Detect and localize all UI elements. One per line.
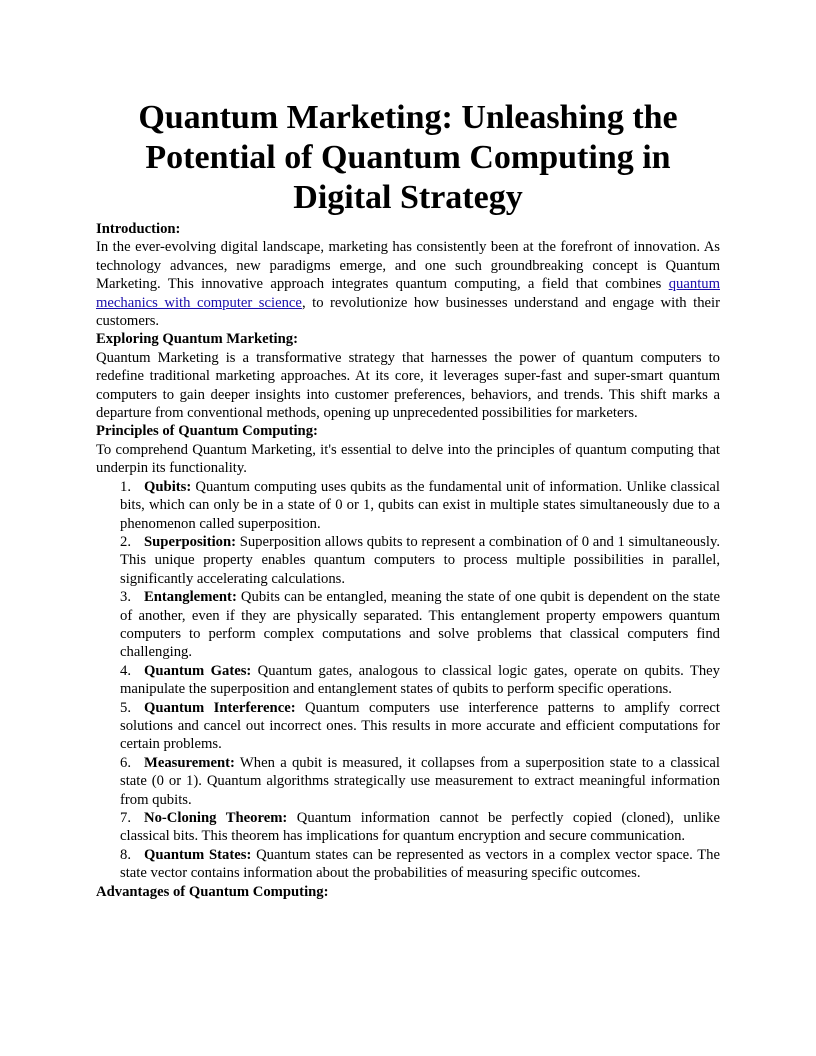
title-line: Potential of Quantum Computing in <box>145 139 671 176</box>
list-item <box>120 809 720 846</box>
list-item <box>120 754 720 809</box>
list-item <box>120 846 720 883</box>
intro-text-start: In the ever-evolving digital landscape, marketing has consistently been at the forefront of innovation. As technology advances, new paradigms emerge, and one such groundbreaking concept is Quantum Marketing. This innovative approach integrates quantum computing, a field that combines <box>96 239 720 293</box>
list-term: Quantum Interference: <box>144 699 296 716</box>
list-number: 4. <box>120 662 131 679</box>
list-term: No-Cloning Theorem: <box>144 810 288 826</box>
list-text: Quantum information cannot be perfectly copied (cloned), unlike classical bits. This theorem has implications for quantum encryption and secure communication. <box>120 810 721 845</box>
list-item <box>120 699 720 754</box>
principles-list <box>96 478 720 883</box>
list-text: Quantum states can be represented as vectors in a complex vector space. The state vector contains information about the probabilities of measuring specific outcomes. <box>120 846 721 882</box>
title-line: Quantum Marketing: Unleashing the <box>138 99 678 136</box>
quantum-mechanics-link[interactable]: quantum mechanics with computer science <box>96 276 720 311</box>
list-text: Qubits can be entangled, meaning the state of one qubit is dependent on the state of another, even if they are physically separated. This entanglement property empowers quantum computers to perform complex computations and solve problems that classical computers find challenging. <box>120 589 720 661</box>
advantages-heading: Advantages of Quantum Computing: <box>96 883 329 900</box>
list-text: Quantum gates, analogous to classical logic gates, operate on qubits. They manipulate the superposition and entanglement states of qubits to perform specific operations. <box>120 662 720 698</box>
list-text: Quantum computing uses qubits as the fundamental unit of information. Unlike classical bits, which can only be in a state of 0 or 1, qubits can exist in multiple states simultaneously due to a phenomenon called superposition. <box>120 478 720 532</box>
intro-paragraph <box>96 238 720 330</box>
list-number: 2. <box>120 533 131 550</box>
principles-heading: Principles of Quantum Computing: <box>96 423 318 440</box>
list-term: Superposition: <box>144 533 237 550</box>
list-item <box>120 588 720 662</box>
list-term: Qubits: <box>144 478 192 495</box>
list-number: 3. <box>120 589 131 606</box>
title-line: Digital Strategy <box>293 179 523 216</box>
principles-paragraph: To comprehend Quantum Marketing, it's essential to delve into the principles of quantum computing that underpin its functionality. <box>96 441 720 477</box>
list-number: 8. <box>120 846 131 863</box>
list-term: Entanglement: <box>144 589 237 606</box>
list-term: Measurement: <box>144 754 235 771</box>
intro-text-end: , to revolutionize how businesses understand and engage with their customers. <box>96 294 720 330</box>
list-number: 6. <box>120 754 131 771</box>
list-item <box>120 533 720 588</box>
list-item <box>120 478 720 533</box>
list-term: Quantum States: <box>144 846 252 863</box>
list-number: 7. <box>120 810 131 826</box>
list-number: 5. <box>120 699 131 716</box>
list-term: Quantum Gates: <box>144 662 252 679</box>
list-text: Quantum computers use interference patterns to amplify correct solutions and cancel out incorrect ones. This results in more accurate and efficient computations for certain problems. <box>120 699 720 753</box>
list-item <box>120 662 720 699</box>
list-text: When a qubit is measured, it collapses from a superposition state to a classical state (0 or 1). Quantum algorithms strategically use measurement to extract meaningful information from qubits. <box>120 754 720 808</box>
page-title <box>96 98 720 218</box>
exploring-heading: Exploring Quantum Marketing: <box>96 331 298 348</box>
exploring-paragraph: Quantum Marketing is a transformative strategy that harnesses the power of quantum computers to redefine traditional marketing approaches. At its core, it leverages super-fast and super-smart quantum computers to gain deeper insights into customer preferences, behaviors, and trends. This shift marks a departure from conventional methods, opening up unprecedented possibilities for marketers. <box>96 349 720 422</box>
list-number: 1. <box>120 478 131 495</box>
list-text: Superposition allows qubits to represent a combination of 0 and 1 simultaneously. This unique property enables quantum computers to process multiple possibilities in parallel, significantly accelerating calculations. <box>120 533 720 587</box>
document-page <box>96 98 720 901</box>
intro-heading: Introduction: <box>96 221 181 237</box>
